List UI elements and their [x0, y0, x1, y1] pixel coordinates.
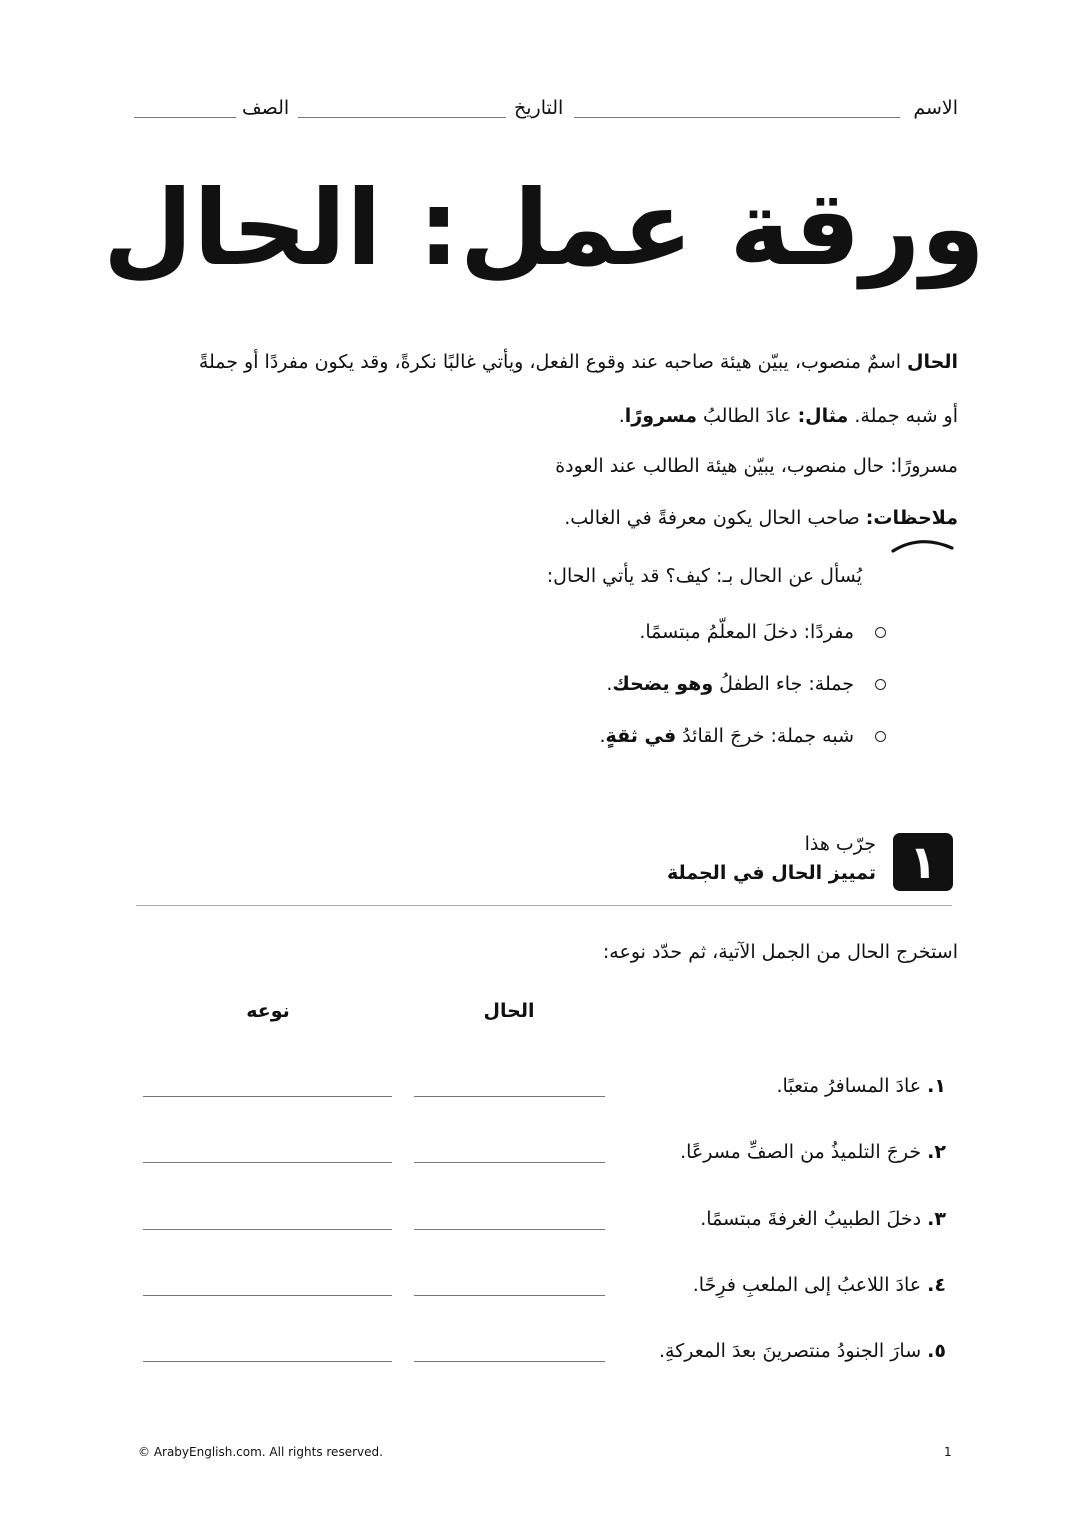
bullet-circle-icon	[875, 731, 886, 742]
question-sentence: سارَ الجنودُ منتصرينَ بعدَ المعركةِ.	[658, 1340, 928, 1362]
bullet-text: جملة: جاء الطفلُ	[713, 673, 854, 695]
question-sentence: عادَ اللاعبُ إلى الملعبِ فرِحًا.	[692, 1274, 928, 1296]
class-label: الصف	[242, 97, 290, 119]
question-sentence: دخلَ الطبيبُ الغرفةَ مبتسمًا.	[700, 1208, 928, 1230]
question-text	[700, 1205, 946, 1233]
bullet-text: شبه جملة: خرجَ القائدُ	[676, 725, 854, 747]
question-number: ٢.	[927, 1141, 946, 1163]
examples-list	[354, 618, 854, 774]
type-answer-field[interactable]	[143, 1096, 392, 1097]
type-answer-field[interactable]	[143, 1295, 392, 1296]
bullet-suffix: .	[599, 725, 606, 747]
question-text	[693, 1271, 946, 1299]
list-item	[354, 618, 854, 670]
table-row	[0, 1205, 1088, 1245]
bullet-circle-icon	[875, 627, 886, 638]
table-row	[0, 1271, 1088, 1311]
definition-line-2	[619, 402, 958, 430]
type-answer-field[interactable]	[143, 1162, 392, 1163]
question-sentence: عادَ المسافرُ متعبًا.	[776, 1075, 928, 1097]
example-end: .	[618, 405, 625, 427]
question-number: ٤.	[927, 1274, 946, 1296]
bullet-bold: في ثقةٍ	[605, 725, 677, 747]
hal-answer-field[interactable]	[414, 1295, 605, 1296]
section-number-badge: ١	[893, 833, 953, 891]
bullet-circle-icon	[875, 679, 886, 690]
page-number: 1	[944, 1445, 952, 1459]
definition-continuation: أو شبه جملة.	[848, 405, 958, 427]
definition-text: اسمٌ منصوب، يبيّن هيئة صاحبه عند وقوع الفعل، ويأتي غالبًا نكرةً، وقد يكون مفردًا أو جملةً	[198, 351, 908, 373]
table-row	[0, 1072, 1088, 1112]
example-label: مثال:	[797, 405, 849, 427]
question-number: ٣.	[927, 1208, 946, 1230]
question-number: ٥.	[927, 1340, 946, 1362]
column-header-hal: الحال	[483, 1000, 535, 1022]
section-divider	[136, 905, 952, 906]
notes-label: ملاحظات:	[865, 507, 958, 529]
notes-line	[564, 504, 958, 532]
type-answer-field[interactable]	[143, 1361, 392, 1362]
footer-copyright: © ArabyEnglish.com. All rights reserved.	[138, 1445, 383, 1459]
name-label: الاسم	[913, 97, 958, 119]
question-text	[776, 1072, 946, 1100]
table-row	[0, 1337, 1088, 1377]
question-line: يُسأل عن الحال بـ: كيف؟ قد يأتي الحال:	[546, 565, 862, 587]
question-text	[659, 1337, 946, 1365]
hal-answer-field[interactable]	[414, 1229, 605, 1230]
column-header-type: نوعه	[246, 1000, 290, 1022]
hal-answer-field[interactable]	[414, 1162, 605, 1163]
definition-term: الحال	[907, 351, 958, 373]
section-title: تمييز الحال في الجملة	[666, 862, 876, 884]
bullet-bold: وهو يضحك	[612, 673, 714, 695]
section-instruction: استخرج الحال من الجمل الآتية، ثم حدّد نوعه:	[602, 941, 958, 963]
hal-answer-field[interactable]	[414, 1096, 605, 1097]
date-field[interactable]	[298, 117, 506, 118]
bullet-text: مفردًا: دخلَ المعلّمُ مبتسمًا.	[639, 621, 854, 643]
class-field[interactable]	[134, 117, 236, 118]
notes-text: صاحب الحال يكون معرفةً في الغالب.	[564, 507, 866, 529]
question-sentence: خرجَ التلميذُ من الصفِّ مسرعًا.	[680, 1141, 928, 1163]
name-field[interactable]	[574, 117, 900, 118]
table-row	[0, 1138, 1088, 1178]
page-title: ورقة عمل: الحال	[102, 167, 986, 289]
list-item	[354, 722, 854, 774]
question-number: ١.	[927, 1075, 946, 1097]
example-highlight: مسرورًا	[624, 405, 697, 427]
question-text	[680, 1138, 946, 1166]
example-text: عادَ الطالبُ	[696, 405, 798, 427]
header-fields	[134, 92, 958, 126]
hal-answer-field[interactable]	[414, 1361, 605, 1362]
underline-swoosh-icon	[890, 536, 956, 556]
bullet-suffix: .	[606, 673, 613, 695]
list-item	[354, 670, 854, 722]
definition-line-3: مسرورًا: حال منصوب، يبيّن هيئة الطالب عند العودة	[555, 455, 958, 477]
date-label: التاريخ	[514, 97, 564, 119]
type-answer-field[interactable]	[143, 1229, 392, 1230]
definition-line-1	[199, 348, 958, 376]
section-kicker: جرّب هذا	[804, 833, 876, 855]
